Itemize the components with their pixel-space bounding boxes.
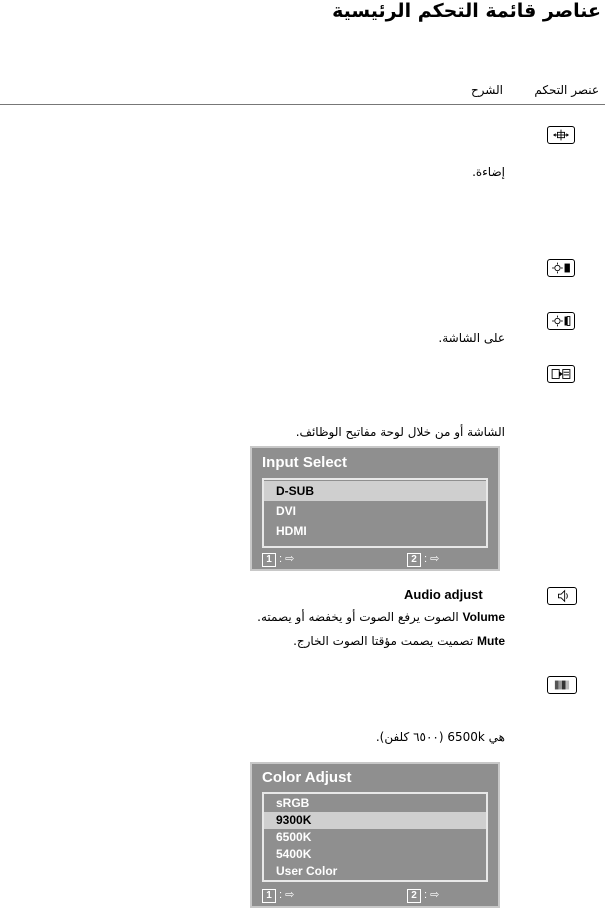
mute-text: تصميت يصمت مؤقتا الصوت الخارج.	[293, 634, 474, 648]
contrast-icon	[547, 312, 575, 330]
footer-group-1	[262, 552, 294, 567]
volume-label: Volume	[462, 610, 505, 624]
footer-sep-2: :	[424, 889, 428, 901]
key-1: 1	[262, 889, 276, 903]
header-control: عنصر التحكم	[534, 83, 599, 97]
volume-line	[257, 610, 505, 624]
exit-icon: ⇨	[285, 553, 295, 565]
input-select-list	[262, 478, 488, 548]
footer-sep-2: :	[424, 553, 428, 565]
brightness-icon	[547, 259, 575, 277]
audio-icon	[547, 587, 577, 605]
color-adjust-list	[262, 792, 488, 882]
description-line-1: إضاءة.	[472, 165, 505, 179]
color-note: هي 6500k (٦٥٠٠ كلفن).	[375, 730, 505, 744]
page-title: عناصر قائمة التحكم الرئيسية	[332, 0, 601, 22]
header-divider	[0, 104, 605, 105]
exit-icon: ⇨	[285, 889, 295, 901]
enter-icon: ⇨	[430, 553, 440, 565]
color-option-srgb[interactable]: sRGB	[276, 796, 310, 810]
header-description: الشرح	[470, 83, 503, 97]
input-option-hdmi[interactable]: HDMI	[276, 524, 307, 538]
footer-sep-1: :	[279, 553, 283, 565]
key-2: 2	[407, 889, 421, 903]
footer-sep-1: :	[279, 889, 283, 901]
input-select-icon	[547, 365, 575, 383]
description-line-2: على الشاشة.	[438, 331, 505, 345]
input-select-footer	[262, 552, 488, 568]
color-option-user[interactable]: User Color	[276, 864, 338, 878]
audio-heading: Audio adjust	[404, 587, 483, 602]
mute-line	[293, 634, 505, 648]
key-2: 2	[407, 553, 421, 567]
color-adjust-footer	[262, 888, 488, 904]
color-option-6500k[interactable]: 6500K	[276, 830, 312, 844]
footer-group-1	[262, 888, 294, 903]
input-option-dvi[interactable]: DVI	[276, 504, 297, 518]
color-option-9300k[interactable]: 9300K	[264, 812, 486, 829]
color-adjust-osd	[250, 762, 500, 908]
footer-group-2	[407, 552, 439, 567]
input-select-osd	[250, 446, 500, 571]
input-option-dsub[interactable]: D-SUB	[264, 481, 486, 501]
color-adjust-title: Color Adjust	[262, 769, 352, 786]
enter-icon: ⇨	[430, 889, 440, 901]
color-option-5400k[interactable]: 5400K	[276, 847, 312, 861]
color-icon	[547, 676, 577, 694]
mute-label: Mute	[477, 634, 505, 648]
footer-group-2	[407, 888, 439, 903]
key-1: 1	[262, 553, 276, 567]
description-line-3: الشاشة أو من خلال لوحة مفاتيح الوظائف.	[295, 425, 505, 439]
input-select-title: Input Select	[262, 454, 348, 471]
position-icon	[547, 126, 575, 144]
volume-text: الصوت يرفع الصوت أو يخفضه أو يصمته.	[257, 610, 459, 624]
